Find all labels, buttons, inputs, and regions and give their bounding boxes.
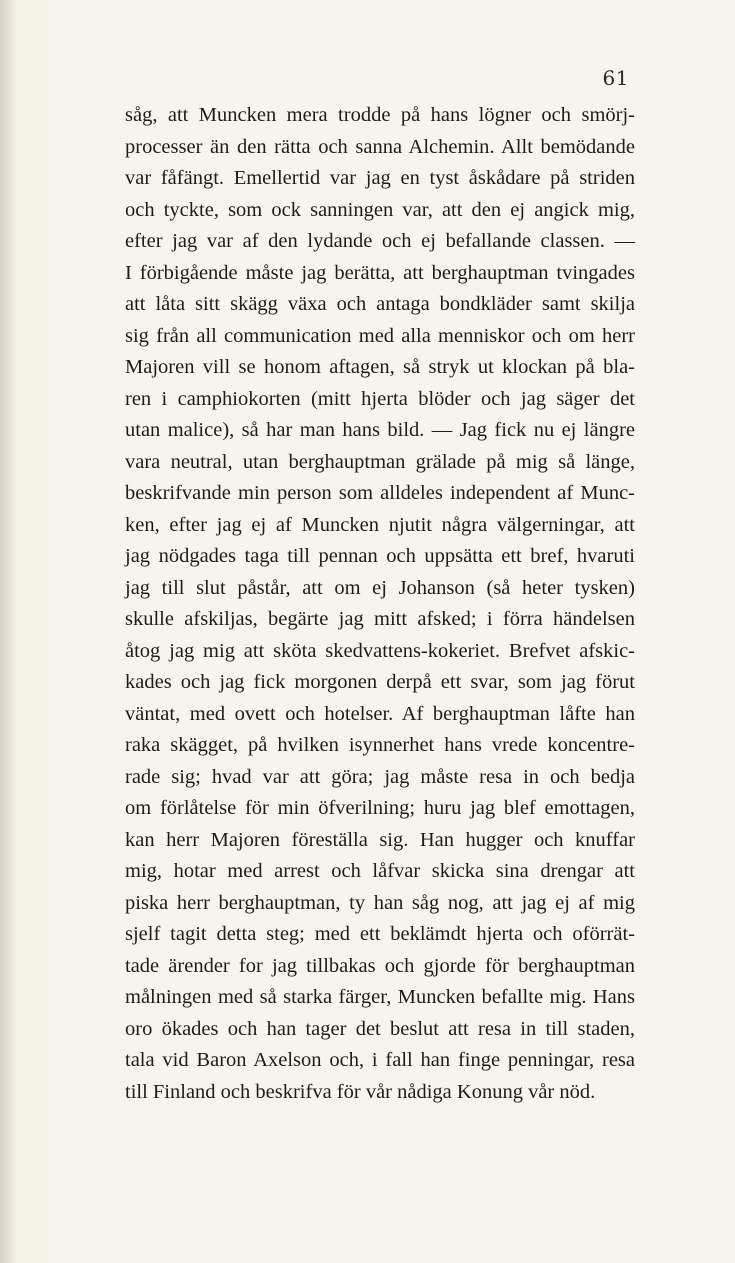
text-line: ren i camphiokorten (mitt hjerta blöder och jag säger det: [125, 387, 635, 410]
text-line: skulle afskiljas, begärte jag mitt afsked; i förra händelsen: [125, 608, 635, 630]
page-number: 61: [602, 66, 629, 90]
text-line: och tyckte, som ock sanningen var, att den ej angick mig,: [125, 198, 635, 221]
text-line: väntat, med ovett och hotelser. Af berghauptman låfte han: [125, 702, 635, 725]
text-line: utan malice), så har man hans bild. — Jag fick nu ej längre: [125, 419, 635, 441]
body-text: [125, 100, 635, 1108]
text-line: processer än den rätta och sanna Alchemin. Allt bemödande: [125, 135, 635, 158]
text-line: raka skägget, på hvilken isynnerhet hans vrede koncentre-: [125, 734, 635, 756]
text-line: piska herr berghauptman, ty han såg nog, att jag ej af mig: [125, 891, 635, 914]
text-line: sig från all communication med alla menniskor och om herr: [125, 324, 635, 347]
text-line: att låta sitt skägg växa och antaga bondkläder samt skilja: [125, 293, 635, 315]
text-line: åtog jag mig att sköta skedvattens-kokeriet. Brefvet afskic-: [125, 639, 635, 662]
text-line: såg, att Muncken mera trodde på hans lögner och smörj-: [125, 104, 635, 126]
text-line: efter jag var af den lydande och ej befallande classen. —: [125, 230, 635, 252]
text-line: ken, efter jag ej af Muncken njutit några välgerningar, att: [125, 513, 635, 536]
text-line: om förlåtelse för min öfverilning; huru jag blef emottagen,: [125, 797, 635, 819]
text-line: mig, hotar med arrest och låfvar skicka sina drengar att: [125, 860, 635, 882]
text-line: rade sig; hvad var att göra; jag måste resa in och bedja: [125, 765, 635, 788]
text-line: vara neutral, utan berghauptman grälade på mig så länge,: [125, 450, 635, 473]
text-line: I förbigående måste jag berätta, att berghauptman tvingades: [125, 261, 635, 284]
text-line: Majoren vill se honom aftagen, så stryk ut klockan på bla-: [125, 356, 635, 378]
text-line: var fåfängt. Emellertid var jag en tyst åskådare på striden: [125, 167, 635, 189]
text-line: jag till slut påstår, att om ej Johanson (så heter tysken): [125, 576, 635, 599]
text-line: oro ökades och han tager det beslut att resa in till staden,: [125, 1017, 635, 1040]
text-line: kan herr Majoren föreställa sig. Han hugger och knuffar: [125, 828, 635, 851]
text-line: till Finland och beskrifva för vår nådiga Konung vår nöd.: [125, 1080, 596, 1103]
text-line: kades och jag fick morgonen derpå ett svar, som jag förut: [125, 671, 635, 693]
text-line: jag nödgades taga till pennan och uppsätta ett bref, hvaruti: [125, 545, 635, 567]
text-line: sjelf tagit detta steg; med ett beklämdt hjerta och oförrät-: [125, 923, 635, 945]
text-line: beskrifvande min person som alldeles independent af Munc-: [125, 482, 635, 504]
text-line: tade ärender for jag tillbakas och gjorde för berghauptman: [125, 954, 635, 977]
text-line: tala vid Baron Axelson och, i fall han finge penningar, resa: [125, 1049, 635, 1071]
text-line: målningen med så starka färger, Muncken befallte mig. Hans: [125, 986, 635, 1008]
page-gutter-shadow: [0, 0, 14, 1263]
